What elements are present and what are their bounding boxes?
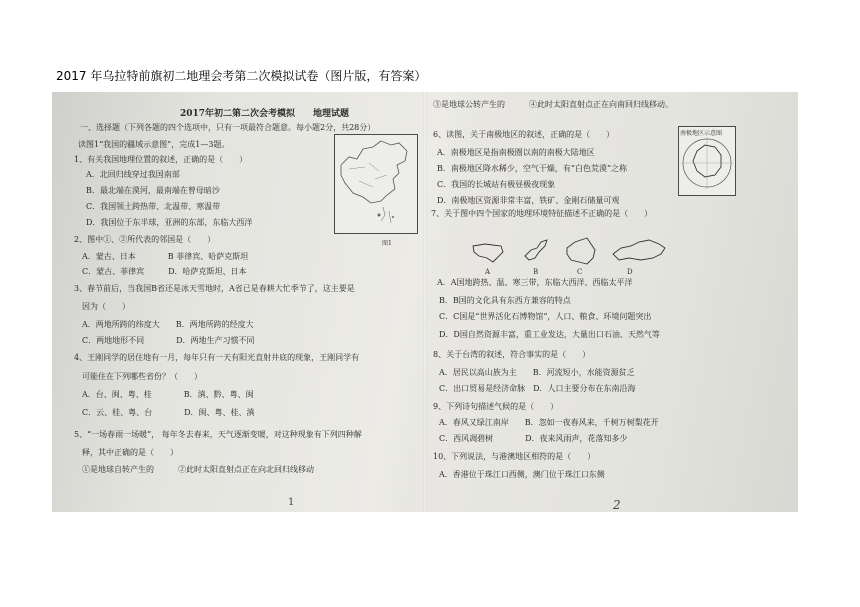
- country-c-outline: [563, 236, 599, 272]
- q6-option-c: C．我国的长城站有极昼极夜现象: [437, 180, 556, 189]
- section-instruction: 一、选择题（下列各题的四个选项中，只有一项最符合题意。每小题2分，共28分）: [80, 123, 376, 132]
- country-d-drawing: [611, 236, 667, 266]
- country-b-drawing: [521, 236, 551, 264]
- right-page: [427, 92, 798, 512]
- antarctica-map-drawing: [679, 127, 735, 195]
- q1-option-d: D．我国位于东半球，亚洲的东部，东临大西洋: [86, 218, 253, 227]
- q5-statements-34: ③是地球公转产生的 ④此时太阳直射点正在向南回归线移动。: [433, 100, 673, 109]
- q7-option-c: C．C国是“世界活化石博物馆”，人口、粮食、环境问题突出: [439, 312, 652, 321]
- antarctica-map-label: 南极地区示意图: [680, 130, 723, 137]
- question-3-cont: 因为（ ）: [82, 302, 130, 311]
- q7-option-d: D．D国自然资源丰富，重工业发达，大量出口石油、天然气等: [439, 330, 660, 339]
- country-a-outline: [471, 240, 505, 268]
- q7-option-b: B．B国的文化具有东西方兼容的特点: [439, 296, 571, 305]
- q8-options-cd: C．出口贸易是经济命脉 D．人口主要分布在东南沿海: [439, 384, 636, 393]
- q8-options-ab: A．居民以高山族为主 B．河流短小，水能资源贫乏: [439, 368, 635, 377]
- question-3: 3、春节前后，当我国B省还是冰天雪地时，A省已是春耕大忙季节了，这主要是: [74, 284, 355, 293]
- q4-options-cd: C．云、桂、粤、台 D．闽、粤、桂、滇: [82, 408, 255, 417]
- q2-options-ab: A．蒙古、日本 B 菲律宾、哈萨克斯坦: [82, 252, 249, 261]
- country-b-letter: B: [533, 268, 539, 276]
- question-6: 6、读图，关于南极地区的叙述，正确的是（ ）: [433, 130, 615, 139]
- q9-options-cd: C．西风凋碧树 D．夜来风雨声，花落知多少: [439, 434, 628, 443]
- country-d-letter: D: [627, 268, 633, 276]
- country-b-outline: [521, 236, 551, 268]
- q6-option-d: D．南极地区资源非常丰富，铁矿、金刚石储量可观: [437, 196, 620, 205]
- q6-option-b: B．南极地区降水稀少，空气干燥，有“白色荒漠”之称: [437, 164, 628, 173]
- question-4-cont: 可能住在下列哪些省份？（ ）: [82, 372, 202, 381]
- q9-options-ab: A．春风又绿江南岸 B．忽如一夜春风来，千树万树梨花开: [439, 418, 659, 427]
- q2-options-cd: C．蒙古、菲律宾 D．哈萨克斯坦、日本: [82, 267, 247, 276]
- question-8: 8、关于台湾的叙述，符合事实的是（ ）: [433, 350, 591, 359]
- question-5: 5、“一场春雨一场暖”， 每年冬去春来，天气逐渐变暖，对这种现象有下列四种解: [74, 430, 362, 439]
- page-number-right: 2: [613, 498, 621, 512]
- question-2: 2、图中①、②所代表的邻国是（ ）: [74, 235, 216, 244]
- q7-option-a: A．A国地跨热、温、寒三带，东临大西洋、西临太平洋: [437, 278, 633, 287]
- document-title: 2017 年乌拉特前旗初二地理会考第二次模拟试卷（图片版，有答案）: [56, 69, 427, 83]
- china-map-drawing: [335, 135, 417, 233]
- question-10: 10、下列说法，与港澳地区相符的是（ ）: [433, 452, 596, 461]
- left-page: [52, 92, 423, 512]
- q3-options-cd: C．两地地形不同 D．两地生产习惯不同: [82, 336, 255, 345]
- country-a-letter: A: [485, 268, 491, 276]
- country-d-outline: [611, 236, 667, 270]
- map-instruction: 读图1“我国的疆域示意图”，完成1—3题。: [78, 140, 230, 149]
- q3-options-ab: A．两地所跨的纬度大 B．两地所跨的经度大: [82, 320, 254, 329]
- question-9: 9、下列诗句描述气候的是（ ）: [433, 402, 559, 411]
- exam-heading: 2017年初二第二次会考模拟 地理试题: [180, 109, 350, 119]
- question-5-cont: 释，其中正确的是（ ）: [82, 448, 178, 457]
- q1-option-b: B．最北端在漠河，最南端在曾母暗沙: [86, 186, 220, 195]
- china-territory-map: [334, 134, 418, 234]
- country-c-letter: C: [577, 268, 583, 276]
- question-1: 1、有关我国地理位置的叙述，正确的是（ ）: [74, 155, 248, 164]
- q10-option-a: A．香港位于珠江口西侧，澳门位于珠江口东侧: [439, 470, 605, 479]
- country-a-drawing: [471, 240, 505, 264]
- page-number-left: 1: [288, 497, 295, 508]
- q6-option-a: A．南极地区是指南极圈以南的南极大陆地区: [437, 148, 595, 157]
- map-caption: 图1: [382, 240, 392, 247]
- question-7: 7、关于图中四个国家的地理环境特征描述不正确的是（ ）: [431, 209, 653, 218]
- q1-option-c: C．我国领土跨热带、北温带、寒温带: [86, 202, 221, 211]
- exam-photo: [52, 92, 798, 512]
- q5-statements-12: ①是地球自转产生的 ②此时太阳直射点正在向北回归线移动: [82, 465, 314, 474]
- country-c-drawing: [563, 236, 599, 268]
- q1-option-a: A．北回归线穿过我国南部: [86, 170, 180, 179]
- q4-options-ab: A．台、闽、粤、桂 B．滇、黔、粤、闽: [82, 390, 254, 399]
- question-4: 4、王刚同学的居住地有一月，每年只有一天有阳光直射井底的现象，王刚同学有: [74, 353, 360, 362]
